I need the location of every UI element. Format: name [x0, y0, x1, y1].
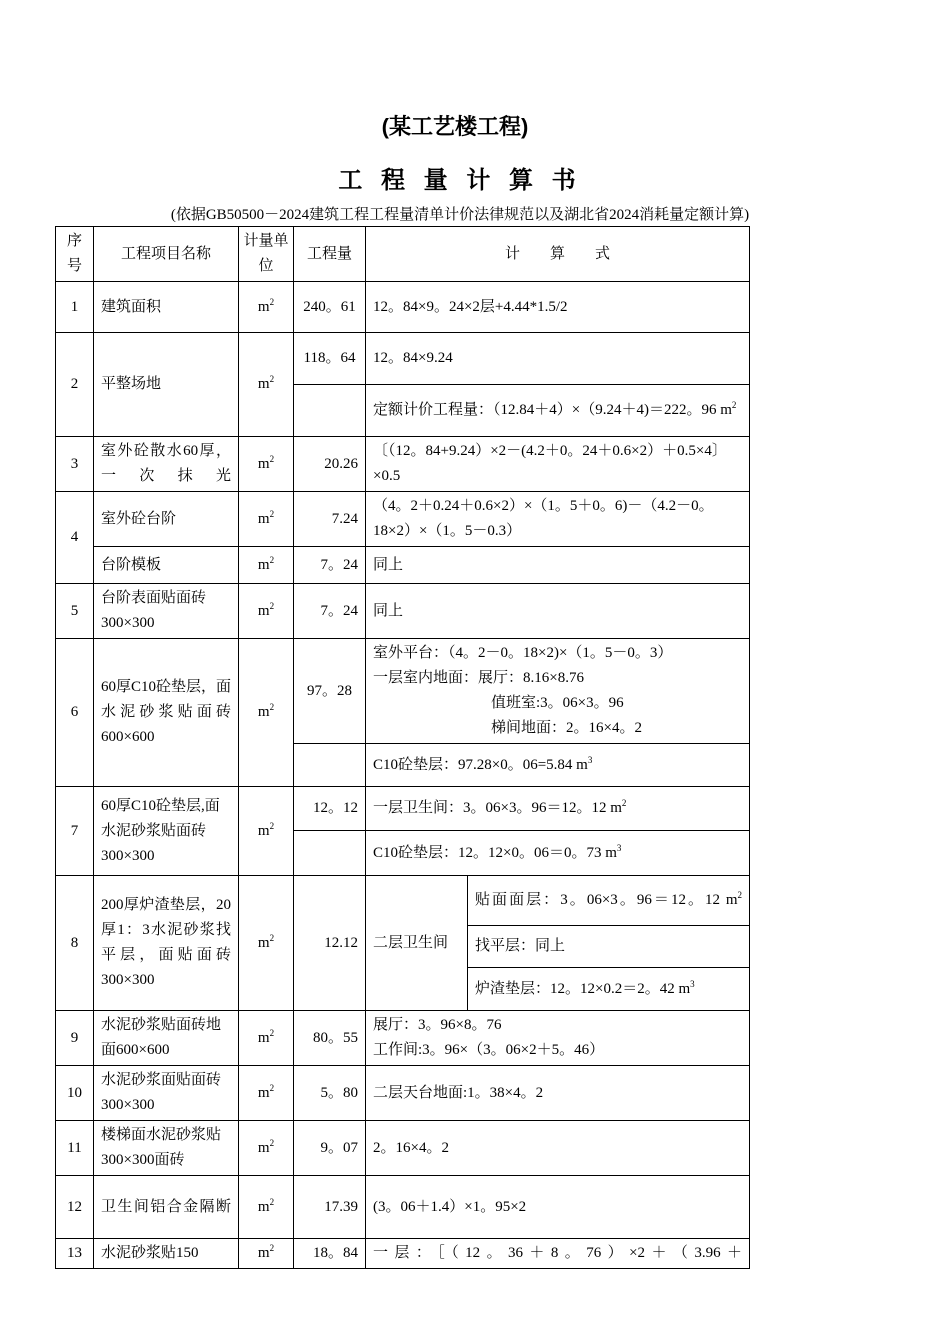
row-formula-cushion: C10砼垫层：97.28×0。06=5.84 $m^3$ [366, 744, 750, 787]
row-qty: 20.26 [294, 437, 366, 492]
row-qty-empty [294, 831, 366, 876]
row-name: 建筑面积 [94, 282, 239, 333]
row-unit: $m^2$ [239, 584, 294, 639]
quantity-table [55, 226, 750, 1269]
row-formula: 二层天台地面:1。38×4。2 [366, 1066, 750, 1121]
row-qty: 80。55 [294, 1011, 366, 1066]
table-row [56, 333, 750, 385]
row-name: 水泥砂浆贴150 [94, 1239, 239, 1269]
row-seq: 8 [56, 876, 94, 1011]
row-qty: 17.39 [294, 1176, 366, 1239]
row-seq: 4 [56, 492, 94, 584]
table-row [56, 1176, 750, 1239]
row-unit: $m^2$ [239, 876, 294, 1011]
row-qty: 97。28 [294, 639, 366, 744]
header-qty: 工程量 [294, 227, 366, 282]
row-formula: 12。84×9.24 [366, 333, 750, 385]
row-formula-cushion: C10砼垫层：12。12×0。06＝0。73 $m^3$ [366, 831, 750, 876]
row-seq: 11 [56, 1121, 94, 1176]
table-row [56, 1121, 750, 1176]
row-qty-empty [294, 385, 366, 437]
table-row [56, 547, 750, 584]
row-seq: 9 [56, 1011, 94, 1066]
row-sub-formula: 炉渣垫层：12。12×0.2＝2。42 $m^3$ [468, 968, 750, 1011]
row-qty: 240。61 [294, 282, 366, 333]
row-location: 二层卫生间 [366, 876, 468, 1011]
row-formula: 〔（12。84+9.24）×2－(4.2＋0。24＋0.6×2）＋0.5×4〕×0.5 [366, 437, 750, 492]
table-row [56, 584, 750, 639]
row-unit: $m^2$ [239, 333, 294, 437]
row-name: 台阶表面贴面砖300×300 [94, 584, 239, 639]
row-seq: 5 [56, 584, 94, 639]
formula-line: 一层室内地面：展厅：8.16×8.76 [373, 670, 584, 686]
row-name: 台阶模板 [94, 547, 239, 584]
row-qty: 7.24 [294, 492, 366, 547]
table-row [56, 876, 750, 926]
row-unit: $m^2$ [239, 282, 294, 333]
table-row [56, 1066, 750, 1121]
row-formula [366, 639, 750, 744]
row-name: 楼梯面水泥砂浆贴300×300面砖 [94, 1121, 239, 1176]
project-title: (某工艺楼工程) [381, 114, 529, 139]
row-name: 室外砼台阶 [94, 492, 239, 547]
table-row [56, 1239, 750, 1269]
row-qty: 12。12 [294, 787, 366, 831]
row-unit: $m^2$ [239, 1066, 294, 1121]
row-name: 60厚C10砼垫层,面水泥砂浆贴面砖300×300 [94, 787, 239, 876]
calculation-basis: (依据GB50500－2024建筑工程工程量清单计价法律规范以及湖北省2024消耗量定额计算) [170, 207, 750, 223]
table-row [56, 492, 750, 547]
row-qty: 118。64 [294, 333, 366, 385]
row-name: 水泥砂浆面贴面砖300×300 [94, 1066, 239, 1121]
row-qty: 5。80 [294, 1066, 366, 1121]
row-unit: $m^2$ [239, 639, 294, 787]
row-seq: 2 [56, 333, 94, 437]
table-row [56, 787, 750, 831]
row-sub-formula: 贴面面层：3。06×3。96＝12。12 $m^2$ [468, 876, 750, 926]
formula-line: 梯间地面：2。16×4。2 [491, 720, 642, 736]
row-qty: 9。07 [294, 1121, 366, 1176]
row-seq: 3 [56, 437, 94, 492]
row-seq: 6 [56, 639, 94, 787]
row-unit: $m^2$ [239, 547, 294, 584]
row-seq: 12 [56, 1176, 94, 1239]
row-formula-quota: 定额计价工程量：（12.84＋4）×（9.24＋4)＝222。96 $m^2$ [366, 385, 750, 437]
row-qty: 12.12 [294, 876, 366, 1011]
row-unit: $m^2$ [239, 1121, 294, 1176]
row-formula: 一层卫生间：3。06×3。96＝12。12 $m^2$ [366, 787, 750, 831]
row-seq: 7 [56, 787, 94, 876]
row-name: 60厚C10砼垫层，面水泥砂浆贴面砖600×600 [94, 639, 239, 787]
row-formula: 同上 [366, 584, 750, 639]
row-qty: 18。84 [294, 1239, 366, 1269]
row-name: 平整场地 [94, 333, 239, 437]
row-unit: $m^2$ [239, 1176, 294, 1239]
row-formula: 2。16×4。2 [366, 1121, 750, 1176]
document-title: 工 程 量 计 算 书 [338, 167, 582, 194]
row-name: 卫生间铝合金隔断 [94, 1176, 239, 1239]
row-unit: $m^2$ [239, 437, 294, 492]
formula-line: 值班室:3。06×3。96 [491, 695, 624, 711]
row-unit: $m^2$ [239, 1239, 294, 1269]
row-unit: $m^2$ [239, 1011, 294, 1066]
table-row [56, 437, 750, 492]
row-qty-empty [294, 744, 366, 787]
table-header-row [56, 227, 750, 282]
row-formula: (3。06＋1.4）×1。95×2 [366, 1176, 750, 1239]
row-name: 200厚炉渣垫层，20厚1：3水泥砂浆找平层，面贴面砖300×300 [94, 876, 239, 1011]
row-unit: $m^2$ [239, 787, 294, 876]
header-name: 工程项目名称 [94, 227, 239, 282]
row-seq: 1 [56, 282, 94, 333]
header-seq: 序号 [56, 227, 94, 282]
row-formula [366, 1011, 750, 1066]
row-sub-formula: 找平层：同上 [468, 926, 750, 968]
row-formula: （4。2＋0.24＋0.6×2）×（1。5＋0。6)－（4.2－0。18×2）×（1。5－0.3） [366, 492, 750, 547]
formula-line: 工作间:3。96×（3。06×2＋5。46） [373, 1042, 605, 1058]
table-row [56, 1011, 750, 1066]
row-formula: 12。84×9。24×2层+4.44*1.5/2 [366, 282, 750, 333]
formula-line: 室外平台：（4。2－0。18×2)×（1。5－0。3） [373, 645, 673, 661]
row-name: 水泥砂浆贴面砖地面600×600 [94, 1011, 239, 1066]
row-name: 室外砼散水60厚，一次抹光 [94, 437, 239, 492]
row-formula: 同上 [366, 547, 750, 584]
row-seq: 13 [56, 1239, 94, 1269]
row-formula: 一层：［（12。36＋8。76）×2＋（3.96＋ [366, 1239, 750, 1269]
row-seq: 10 [56, 1066, 94, 1121]
formula-line: 展厅：3。96×8。76 [373, 1017, 502, 1033]
table-row [56, 639, 750, 744]
header-formula: 计 算 式 [366, 227, 750, 282]
row-unit: $m^2$ [239, 492, 294, 547]
row-qty: 7。24 [294, 584, 366, 639]
header-unit: 计量单位 [239, 227, 294, 282]
row-qty: 7。24 [294, 547, 366, 584]
table-row [56, 282, 750, 333]
